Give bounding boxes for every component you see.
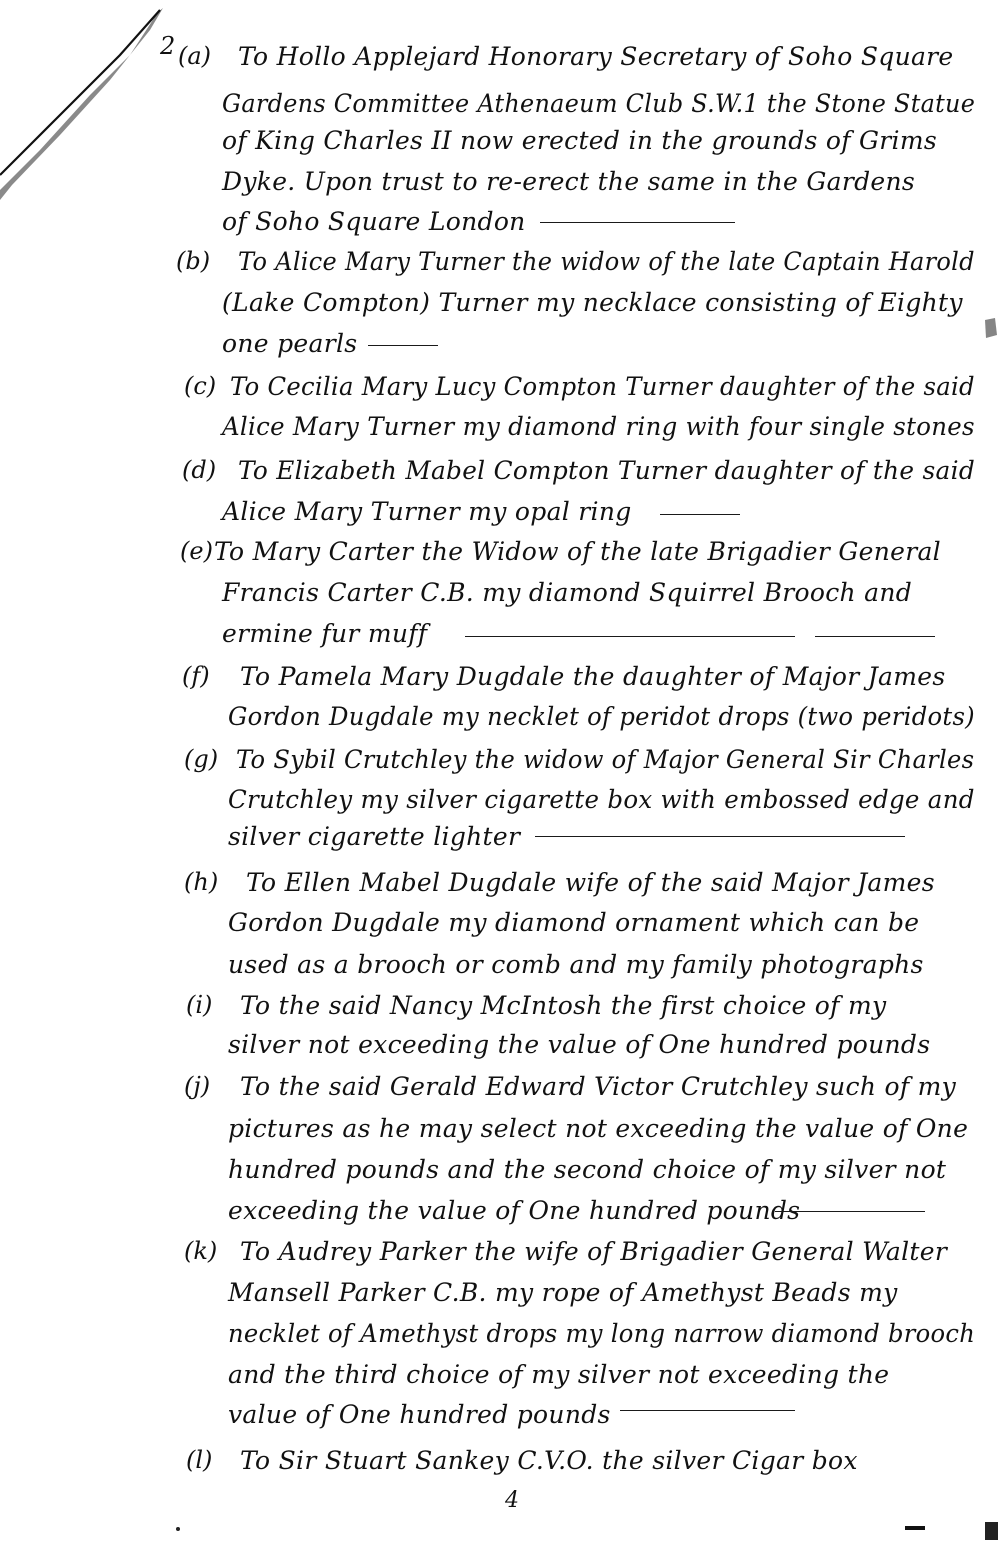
- clause-line: of King Charles II now erected in the grounds of Grims: [222, 126, 937, 155]
- clause-marker: (l): [186, 1446, 213, 1474]
- clause-line: To Sir Stuart Sankey C.V.O. the silver Cigar box: [240, 1446, 858, 1475]
- clause-line: one pearls: [222, 329, 358, 358]
- line-filler: [368, 345, 438, 346]
- clause-marker: (j): [184, 1072, 211, 1100]
- clause-marker: (g): [184, 745, 219, 773]
- clause-line: To Hollo Applejard Honorary Secretary of Soho Square: [238, 42, 954, 71]
- clause-line: Francis Carter C.B. my diamond Squirrel Brooch and: [222, 578, 913, 607]
- clause-line: To Audrey Parker the wife of Brigadier General Walter: [240, 1237, 948, 1266]
- clause-line: To Elizabeth Mabel Compton Turner daughter of the said: [238, 456, 975, 485]
- line-filler: [815, 636, 935, 637]
- clause-line: To Alice Mary Turner the widow of the late Captain Harold: [238, 247, 975, 276]
- clause-marker: (c): [184, 372, 217, 400]
- line-filler: [540, 222, 735, 223]
- clause-line: Alice Mary Turner my opal ring: [222, 497, 632, 526]
- clause-line: Mansell Parker C.B. my rope of Amethyst Beads my: [228, 1278, 898, 1307]
- clause-marker: (k): [184, 1237, 218, 1265]
- clause-marker: (h): [184, 868, 219, 896]
- line-filler: [620, 1410, 795, 1411]
- clause-line: silver not exceeding the value of One hundred pounds: [228, 1030, 931, 1059]
- clause-line: To the said Gerald Edward Victor Crutchley such of my: [240, 1072, 957, 1101]
- page-bottom-mark: 4: [505, 1488, 519, 1513]
- clause-line: used as a brooch or comb and my family photographs: [228, 950, 924, 979]
- line-filler: [660, 514, 740, 515]
- clause-marker: (d): [182, 456, 217, 484]
- clause-line: To Cecilia Mary Lucy Compton Turner daughter of the said: [230, 372, 975, 401]
- clause-line: Alice Mary Turner my diamond ring with four single stones: [222, 412, 975, 441]
- clause-line: Gordon Dugdale my necklet of peridot drops (two peridots): [228, 702, 975, 731]
- clause-line: exceeding the value of One hundred pounds: [228, 1196, 801, 1225]
- clause-line: value of One hundred pounds: [228, 1400, 611, 1429]
- clause-line: Gardens Committee Athenaeum Club S.W.1 the Stone Statue: [222, 89, 976, 118]
- clause-marker: (i): [186, 991, 213, 1019]
- clause-line: To Ellen Mabel Dugdale wife of the said Major James: [246, 868, 935, 897]
- clause-line: To the said Nancy McIntosh the first choice of my: [240, 991, 887, 1020]
- clause-line: (Lake Compton) Turner my necklace consisting of Eighty: [222, 288, 963, 317]
- line-filler: [775, 1211, 925, 1212]
- clause-marker: (b): [176, 247, 211, 275]
- clause-line: Dyke. Upon trust to re-erect the same in the Gardens: [222, 167, 916, 196]
- clause-marker: (f): [182, 662, 210, 690]
- page-number: 2: [160, 32, 176, 60]
- clause-line: Crutchley my silver cigarette box with embossed edge and: [228, 785, 975, 814]
- clause-line: Gordon Dugdale my diamond ornament which can be: [228, 908, 920, 937]
- clause-line: ermine fur muff: [222, 619, 428, 648]
- line-filler: [535, 836, 905, 837]
- clause-line: pictures as he may select not exceeding the value of One: [228, 1114, 969, 1143]
- clause-line: To Mary Carter the Widow of the late Brigadier General: [214, 537, 941, 566]
- clause-marker: (e): [180, 537, 213, 565]
- clause-line: necklet of Amethyst drops my long narrow diamond brooch: [228, 1319, 976, 1348]
- clause-marker: (a): [178, 42, 212, 70]
- clause-line: and the third choice of my silver not exceeding the: [228, 1360, 890, 1389]
- clause-line: silver cigarette lighter: [228, 822, 521, 851]
- line-filler: [465, 636, 795, 637]
- clause-line: To Pamela Mary Dugdale the daughter of Major James: [240, 662, 946, 691]
- clause-line: of Soho Square London: [222, 207, 526, 236]
- clause-line: hundred pounds and the second choice of my silver not: [228, 1155, 947, 1184]
- clause-line: To Sybil Crutchley the widow of Major General Sir Charles: [236, 745, 975, 774]
